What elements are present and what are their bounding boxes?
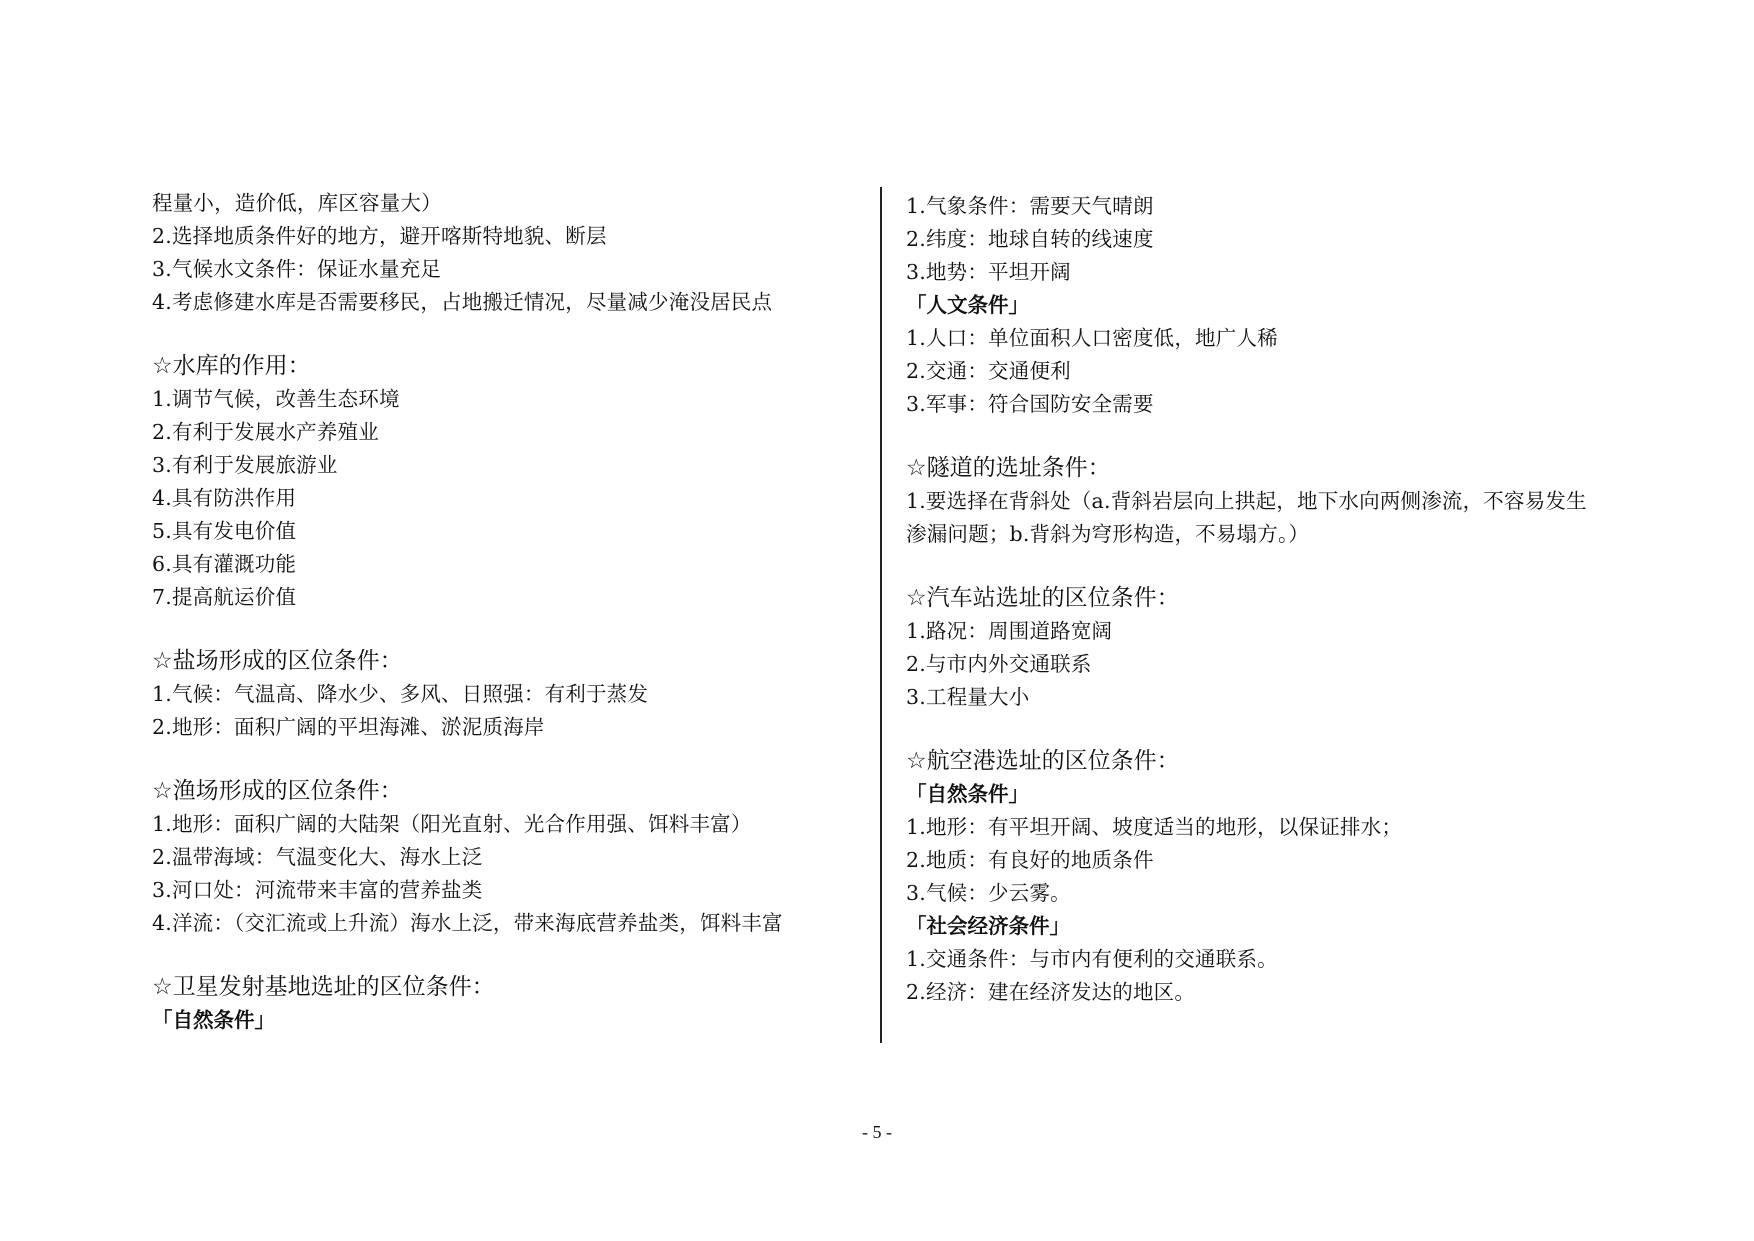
list-item: 3.军事：符合国防安全需要 [906,392,1154,416]
page-number: - 5 - [862,1122,892,1142]
list-item: 7.提高航运价值 [152,585,297,609]
list-item: 1.地形：有平坦开阔、坡度适当的地形，以保证排水； [906,815,1403,839]
airport-social-subheading: 「社会经济条件」 [906,914,1070,938]
list-item: 2.地质：有良好的地质条件 [906,848,1154,872]
left-column [152,187,852,1037]
text-line: 3.气候水文条件：保证水量充足 [152,257,442,281]
section-gap [906,551,1626,582]
text-line: 4.考虑修建水库是否需要移民，占地搬迁情况，尽量减少淹没居民点 [152,290,773,314]
satellite-heading: ☆卫星发射基地选址的区位条件： [152,974,495,1000]
airport-natural-subheading: 「自然条件」 [906,782,1029,806]
list-item: 5.具有发电价值 [152,519,297,543]
satellite-human-subheading: 「人文条件」 [906,293,1029,317]
list-item: 3.工程量大小 [906,685,1030,709]
text-line: 2.选择地质条件好的地方，避开喀斯特地貌、断层 [152,224,607,248]
section-gap [152,744,852,775]
section-gap [152,319,852,350]
section-gap [152,940,852,971]
section-gap [906,714,1626,745]
list-item: 1.交通条件：与市内有便利的交通联系。 [906,947,1278,971]
list-item: 3.气候：少云雾。 [906,881,1071,905]
list-item: 1.调节气候，改善生态环境 [152,387,400,411]
airport-heading: ☆航空港选址的区位条件： [906,748,1180,774]
list-item: 2.有利于发展水产养殖业 [152,420,379,444]
text-line: 程量小，造价低，库区容量大） [152,191,442,215]
bus-station-heading: ☆汽车站选址的区位条件： [906,585,1180,611]
column-divider [880,187,882,1043]
text-line: 1.要选择在背斜处（a.背斜岩层向上拱起，地下水向两侧渗流，不容易发生 [906,489,1587,513]
list-item: 2.与市内外交通联系 [906,652,1092,676]
section-gap [152,614,852,645]
fishery-heading: ☆渔场形成的区位条件： [152,778,403,804]
satellite-natural-subheading: 「自然条件」 [152,1008,275,1032]
section-gap [906,421,1626,452]
list-item: 1.地形：面积广阔的大陆架（阳光直射、光合作用强、饵料丰富） [152,812,752,836]
list-item: 2.经济：建在经济发达的地区。 [906,980,1196,1004]
list-item: 1.人口：单位面积人口密度低，地广人稀 [906,326,1278,350]
right-column [906,190,1626,1009]
text-line: 渗漏问题；b.背斜为穹形构造，不易塌方。） [906,522,1310,546]
reservoir-heading: ☆水库的作用： [152,353,311,379]
list-item: 2.纬度：地球自转的线速度 [906,227,1154,251]
list-item: 3.地势：平坦开阔 [906,260,1071,284]
tunnel-heading: ☆隧道的选址条件： [906,455,1111,481]
list-item: 3.河口处：河流带来丰富的营养盐类 [152,878,483,902]
salt-field-heading: ☆盐场形成的区位条件： [152,648,403,674]
list-item: 4.洋流：（交汇流或上升流）海水上泛，带来海底营养盐类，饵料丰富 [152,911,783,935]
list-item: 4.具有防洪作用 [152,486,297,510]
list-item: 2.温带海域：气温变化大、海水上泛 [152,845,483,869]
list-item: 1.气象条件：需要天气晴朗 [906,194,1154,218]
list-item: 1.路况：周围道路宽阔 [906,619,1113,643]
list-item: 3.有利于发展旅游业 [152,453,338,477]
list-item: 2.地形：面积广阔的平坦海滩、淤泥质海岸 [152,715,545,739]
list-item: 2.交通：交通便利 [906,359,1071,383]
list-item: 1.气候：气温高、降水少、多风、日照强：有利于蒸发 [152,682,649,706]
list-item: 6.具有灌溉功能 [152,552,297,576]
